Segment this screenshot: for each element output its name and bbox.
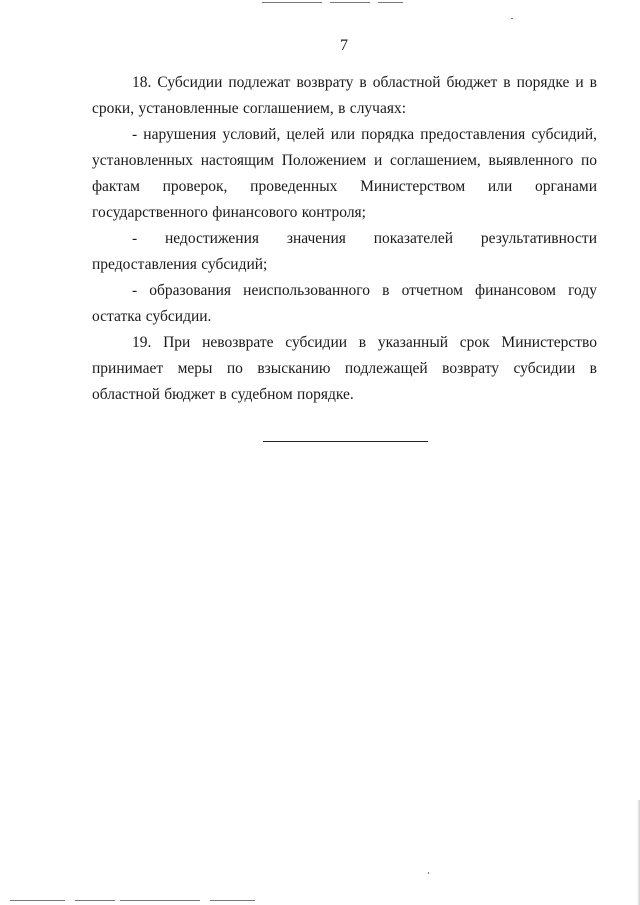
scan-artifact-bottom	[210, 900, 255, 901]
paragraph-clause-19: 19. При невозврате субсидии в указанный срок Министерство принимает меры по взысканию подлежащей возврату субсидии в областной бюджет в судебном порядке.	[92, 334, 597, 403]
end-separator-line	[263, 441, 428, 442]
paragraph-unused-balance-case: - образования неиспользованного в отчетном финансовом году остатка субсидии.	[92, 282, 597, 325]
scan-artifact-bottom	[120, 900, 200, 901]
scan-artifact-top	[330, 2, 370, 3]
scan-artifact-top	[378, 2, 403, 3]
scan-artifact-bottom	[75, 900, 115, 901]
scan-artifact-bottom	[10, 900, 65, 901]
paragraph-violation-case: - нарушения условий, целей или порядка предоставления субсидий, установленных настоящим Положением и соглашением, выявленного по фактам проверок, проведенных Министерством или органами государственного финансового контроля;	[92, 126, 597, 221]
paragraph-clause-18: 18. Субсидии подлежат возврату в областной бюджет в порядке и в сроки, установленные соглашением, в случаях:	[92, 74, 597, 117]
paragraph-non-achievement-case: - недостижения значения показателей результативности предоставления субсидий;	[92, 230, 597, 273]
page-number: 7	[340, 37, 348, 54]
document-body	[92, 70, 597, 408]
scan-artifact-dot	[428, 872, 429, 874]
scan-artifact-dot	[511, 18, 513, 19]
scan-artifact-top	[262, 2, 322, 3]
